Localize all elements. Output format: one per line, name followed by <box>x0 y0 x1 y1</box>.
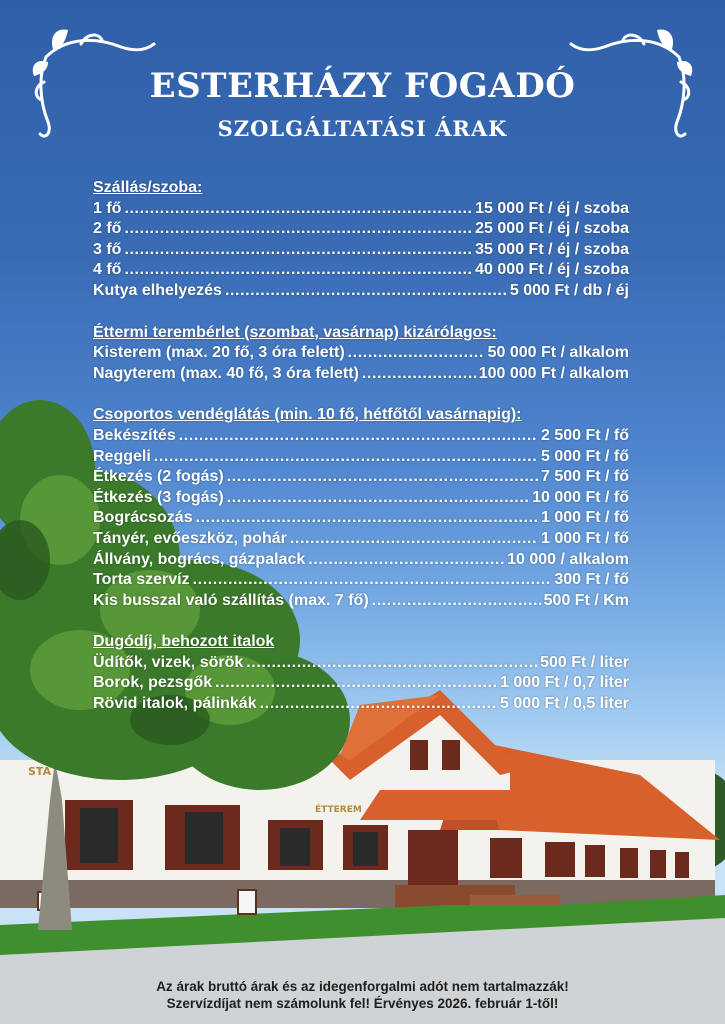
section-room-rental <box>93 323 629 385</box>
dot-leader <box>124 260 472 281</box>
price-row <box>93 343 629 364</box>
price-row <box>93 570 629 591</box>
dot-leader <box>290 529 538 550</box>
item-price: 15 000 Ft / éj / szoba <box>475 199 629 217</box>
item-label: Kis busszal való szállítás (max. 7 fő) <box>93 591 369 609</box>
page-subtitle: SZOLGÁLTATÁSI ÁRAK <box>217 116 508 141</box>
dot-leader <box>246 653 537 674</box>
dot-leader <box>227 467 538 488</box>
price-row <box>93 694 629 715</box>
section-heading: Dugódíj, behozott italok <box>93 633 275 651</box>
dot-leader <box>124 219 472 240</box>
item-label: Bekészítés <box>93 426 176 444</box>
price-row <box>93 591 629 612</box>
item-label: Étkezés (2 fogás) <box>93 468 224 486</box>
item-price: 500 Ft / Km <box>543 591 629 609</box>
dot-leader <box>348 343 485 364</box>
item-price: 25 000 Ft / éj / szoba <box>475 220 629 238</box>
item-price: 2 500 Ft / fő <box>540 426 629 444</box>
item-price: 1 000 Ft / 0,7 liter <box>500 674 629 692</box>
item-label: 3 fő <box>93 240 122 258</box>
item-price: 100 000 Ft / alkalom <box>478 364 629 382</box>
building-sign-left: STA <box>28 765 52 778</box>
item-label: Kutya elhelyezés <box>93 281 222 299</box>
dot-leader <box>372 591 541 612</box>
dot-leader <box>124 199 472 220</box>
item-price: 7 500 Ft / fő <box>540 468 629 486</box>
section-accommodation <box>93 178 629 302</box>
price-row <box>93 219 629 240</box>
price-row <box>93 240 629 261</box>
item-price: 5 000 Ft / fő <box>540 447 629 465</box>
price-row <box>93 488 629 509</box>
item-price: 35 000 Ft / éj / szoba <box>475 240 629 258</box>
item-label: 1 fő <box>93 199 122 217</box>
item-label: Nagyterem (max. 40 fő, 3 óra felett) <box>93 364 359 382</box>
price-row <box>93 529 629 550</box>
item-label: Tányér, evőeszköz, pohár <box>93 529 287 547</box>
dot-leader <box>260 694 497 715</box>
item-label: Reggeli <box>93 447 151 465</box>
dot-leader <box>154 447 538 468</box>
item-label: Étkezés (3 fogás) <box>93 488 224 506</box>
item-price: 5 000 Ft / 0,5 liter <box>500 695 629 713</box>
price-row <box>93 653 629 674</box>
section-group-catering <box>93 405 629 611</box>
item-price: 1 000 Ft / fő <box>540 509 629 527</box>
price-row <box>93 673 629 694</box>
price-list <box>93 178 629 736</box>
section-heading: Csoportos vendéglátás (min. 10 fő, hétfőtől vasárnapig): <box>93 406 522 424</box>
footer-line-2: Szervízdíjat nem számolunk fel! Érvényes 2026. február 1-től! <box>166 996 559 1011</box>
price-row <box>93 467 629 488</box>
dot-leader <box>215 673 497 694</box>
page-title: ESTERHÁZY FOGADÓ <box>149 66 576 106</box>
item-price: 50 000 Ft / alkalom <box>487 344 629 362</box>
price-row <box>93 364 629 385</box>
dot-leader <box>308 550 504 571</box>
price-row <box>93 426 629 447</box>
dot-leader <box>196 508 538 529</box>
price-row <box>93 199 629 220</box>
price-row <box>93 281 629 302</box>
section-heading: Szállás/szoba: <box>93 179 203 196</box>
item-price: 10 000 / alkalom <box>507 550 629 568</box>
item-label: 2 fő <box>93 220 122 238</box>
footer-line-1: Az árak bruttó árak és az idegenforgalmi adót nem tartalmazzák! <box>156 979 569 994</box>
price-row <box>93 508 629 529</box>
item-price: 1 000 Ft / fő <box>540 529 629 547</box>
item-label: 4 fő <box>93 261 122 279</box>
item-label: Rövid italok, pálinkák <box>93 695 257 713</box>
dot-leader <box>179 426 538 447</box>
section-heading: Éttermi terembérlet (szombat, vasárnap) kizárólagos: <box>93 323 497 341</box>
dot-leader <box>227 488 529 509</box>
dot-leader <box>225 281 507 302</box>
item-label: Kisterem (max. 20 fő, 3 óra felett) <box>93 344 345 362</box>
item-label: Borok, pezsgők <box>93 674 213 692</box>
price-row <box>93 260 629 281</box>
section-corkage <box>93 632 629 714</box>
item-price: 500 Ft / liter <box>540 653 629 671</box>
dot-leader <box>193 570 552 591</box>
dot-leader <box>124 240 472 261</box>
item-label: Bográcsozás <box>93 509 193 527</box>
item-label: Állvány, bogrács, gázpalack <box>93 550 306 568</box>
price-row <box>93 550 629 571</box>
footer-note <box>0 978 725 1012</box>
building-sign-restaurant: ÉTTEREM <box>315 805 362 815</box>
dot-leader <box>362 364 476 385</box>
item-label: Torta szervíz <box>93 571 190 589</box>
price-row <box>93 447 629 468</box>
item-price: 5 000 Ft / db / éj <box>509 281 629 299</box>
item-price: 10 000 Ft / fő <box>532 488 629 506</box>
item-price: 40 000 Ft / éj / szoba <box>475 261 629 279</box>
item-price: 300 Ft / fő <box>554 571 629 589</box>
item-label: Üdítők, vizek, sörök <box>93 653 244 671</box>
